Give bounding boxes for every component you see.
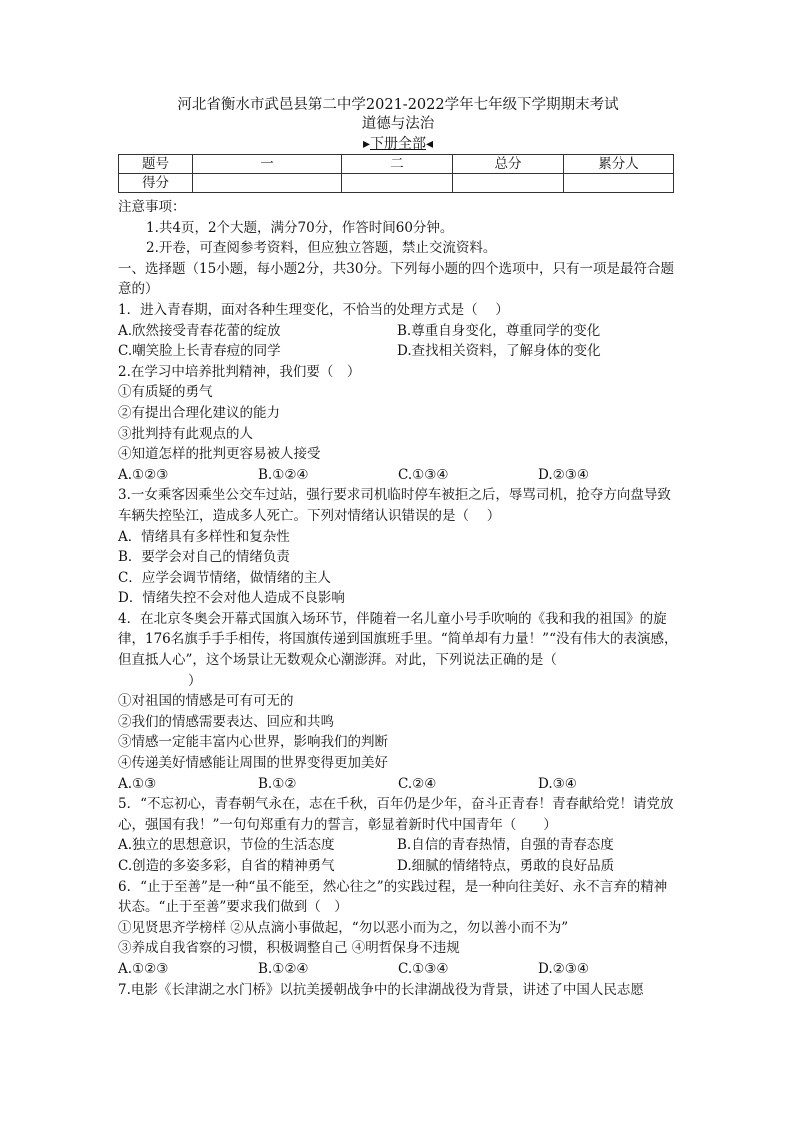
option-b[interactable]: B.尊重自身变化，尊重同学的变化 bbox=[397, 322, 601, 339]
option-row bbox=[118, 774, 678, 795]
option-row bbox=[118, 959, 678, 980]
scope-tag bbox=[118, 135, 678, 153]
option-b[interactable]: B.①②④ bbox=[258, 960, 309, 977]
cell-score-scorer[interactable] bbox=[564, 174, 674, 193]
question-stem: 3.一女乘客因乘坐公交车过站，强行要求司机临时停车被拒之后，辱骂司机，抢夺方向盘导致车辆失控坠江，造成多人死亡。下列对情绪认识错误的是（ ） bbox=[118, 487, 671, 524]
note-item: 2.开卷，可查阅参考资料，但应独立答题，禁止交流资料。 bbox=[146, 240, 497, 257]
statement-item: ①对祖国的情感是可有可无的 bbox=[118, 693, 294, 710]
notes-heading: 注意事项： bbox=[118, 199, 186, 215]
option-row bbox=[118, 321, 678, 342]
option-d[interactable]: D．情绪失控不会对他人造成不良影响 bbox=[118, 590, 345, 607]
cell-section-one: 一 bbox=[193, 155, 342, 174]
option-row bbox=[118, 465, 678, 486]
exam-title: 河北省衡水市武邑县第二中学2021-2022学年七年级下学期期末考试 bbox=[177, 97, 619, 113]
statement-item: ③批判持有此观点的人 bbox=[118, 425, 253, 442]
score-table-header-row bbox=[119, 155, 674, 174]
option-a[interactable]: A.①②③ bbox=[118, 466, 169, 483]
question-6 bbox=[118, 877, 678, 980]
statement-item: ④知道怎样的批判更容易被人接受 bbox=[118, 446, 321, 463]
option-b[interactable]: B.自信的青春热情，自强的青春态度 bbox=[397, 837, 614, 854]
option-c[interactable]: C.嘲笑脸上长青春痘的同学 bbox=[118, 343, 281, 360]
statement-line: ③养成自我省察的习惯，积极调整自己 ④明哲保身不违规 bbox=[118, 940, 460, 957]
option-b[interactable]: B．要学会对自己的情绪负责 bbox=[118, 549, 290, 566]
cell-question-number-label: 题号 bbox=[119, 155, 193, 174]
option-c[interactable]: C.创造的多姿多彩，自省的精神勇气 bbox=[118, 858, 335, 874]
exam-subject: 道德与法治 bbox=[361, 116, 435, 132]
score-table-score-row bbox=[119, 174, 674, 193]
option-d[interactable]: D.②③④ bbox=[538, 960, 589, 977]
scope-tag-text: 下册全部 bbox=[370, 136, 426, 152]
section-one-heading: 一、选择题（15小题，每小题2分，共30分。下列每小题的四个选项中，只有一项是最符合题意的） bbox=[118, 260, 674, 298]
question-2 bbox=[118, 362, 678, 486]
option-d[interactable]: D.细腻的情绪特点，勇敢的良好品质 bbox=[397, 858, 615, 874]
question-stem: 5．“不忘初心，青春朝气永在，志在千秋，百年仍是少年，奋斗正青春！青春献给党！请党放心，强国有我！”一句句郑重有力的誓言，彰显着新时代中国青年（ ） bbox=[118, 796, 674, 833]
option-a[interactable]: A.①②③ bbox=[118, 960, 169, 977]
exam-page bbox=[118, 96, 678, 1000]
cell-total: 总分 bbox=[453, 155, 564, 174]
option-d[interactable]: D.③④ bbox=[538, 775, 577, 792]
option-a[interactable]: A.欣然接受青春花蕾的绽放 bbox=[118, 322, 281, 339]
tag-arrow-left: ▸ bbox=[362, 136, 370, 152]
statement-item: ②有提出合理化建议的能力 bbox=[118, 404, 280, 421]
note-item: 1.共4页，2个大题，满分70分，作答时间60分钟。 bbox=[146, 219, 454, 236]
question-stem-end: ） bbox=[188, 672, 202, 689]
tag-arrow-right: ◂ bbox=[426, 136, 434, 152]
exam-content bbox=[118, 197, 678, 1000]
option-c[interactable]: C.①③④ bbox=[398, 960, 449, 977]
option-row bbox=[118, 835, 678, 856]
question-5 bbox=[118, 794, 678, 876]
option-row bbox=[118, 856, 678, 877]
option-d[interactable]: D.查找相关资料，了解身体的变化 bbox=[397, 343, 601, 360]
cell-scorer: 累分人 bbox=[564, 155, 674, 174]
question-stem: 2.在学习中培养批判精神，我们要（ ） bbox=[118, 363, 361, 380]
question-7 bbox=[118, 980, 678, 1001]
question-1 bbox=[118, 300, 678, 362]
statement-item: ②我们的情感需要表达、回应和共鸣 bbox=[118, 713, 334, 730]
statement-item: ④传递美好情感能让周围的世界变得更加美好 bbox=[118, 755, 388, 772]
option-b[interactable]: B.①② bbox=[258, 775, 297, 792]
statement-line: ①见贤思齐学榜样 ②从点滴小事做起，“勿以恶小而为之，勿以善小而不为” bbox=[118, 919, 569, 936]
option-a[interactable]: A.①③ bbox=[118, 775, 157, 792]
cell-score-one[interactable] bbox=[193, 174, 342, 193]
option-b[interactable]: B.①②④ bbox=[258, 466, 309, 483]
cell-score-label: 得分 bbox=[119, 174, 193, 193]
question-3 bbox=[118, 485, 678, 609]
question-stem: 1．进入青春期，面对各种生理变化，不恰当的处理方式是（ ） bbox=[118, 301, 509, 318]
score-table bbox=[118, 154, 674, 193]
option-row bbox=[118, 341, 678, 362]
statement-item: ①有质疑的勇气 bbox=[118, 384, 213, 401]
option-a[interactable]: A.独立的思想意识，节俭的生活态度 bbox=[118, 837, 335, 854]
cell-score-two[interactable] bbox=[342, 174, 453, 193]
question-stem: 6．“止于至善”是一种“虽不能至，然心往之”的实践过程，是一种向往美好、永不言弃的精神状态。“止于至善”要求我们做到（ ） bbox=[118, 878, 668, 916]
question-stem: 4．在北京冬奥会开幕式国旗入场环节，伴随着一名儿童小号手吹响的《我和我的祖国》的旋律，176名旗手手手相传，将国旗传递到国旗班手里。“简单却有力量！”“没有伟大的表演感，但直抵人心”，这个场景让无数观众心潮澎湃。对此，下列说法正确的是（ bbox=[118, 610, 678, 669]
option-a[interactable]: A．情绪具有多样性和复杂性 bbox=[118, 528, 290, 545]
question-stem: 7.电影《长津湖之水门桥》以抗美援朝战争中的长津湖战役为背景，讲述了中国人民志愿 bbox=[118, 981, 644, 998]
option-c[interactable]: C.①③④ bbox=[398, 466, 449, 483]
option-c[interactable]: C.②④ bbox=[398, 775, 437, 792]
cell-score-total[interactable] bbox=[453, 174, 564, 193]
question-4 bbox=[118, 609, 678, 794]
cell-section-two: 二 bbox=[342, 155, 453, 174]
statement-item: ③情感一定能丰富内心世界，影响我们的判断 bbox=[118, 734, 388, 751]
option-d[interactable]: D.②③④ bbox=[538, 466, 589, 483]
option-c[interactable]: C．应学会调节情绪，做情绪的主人 bbox=[118, 569, 331, 586]
